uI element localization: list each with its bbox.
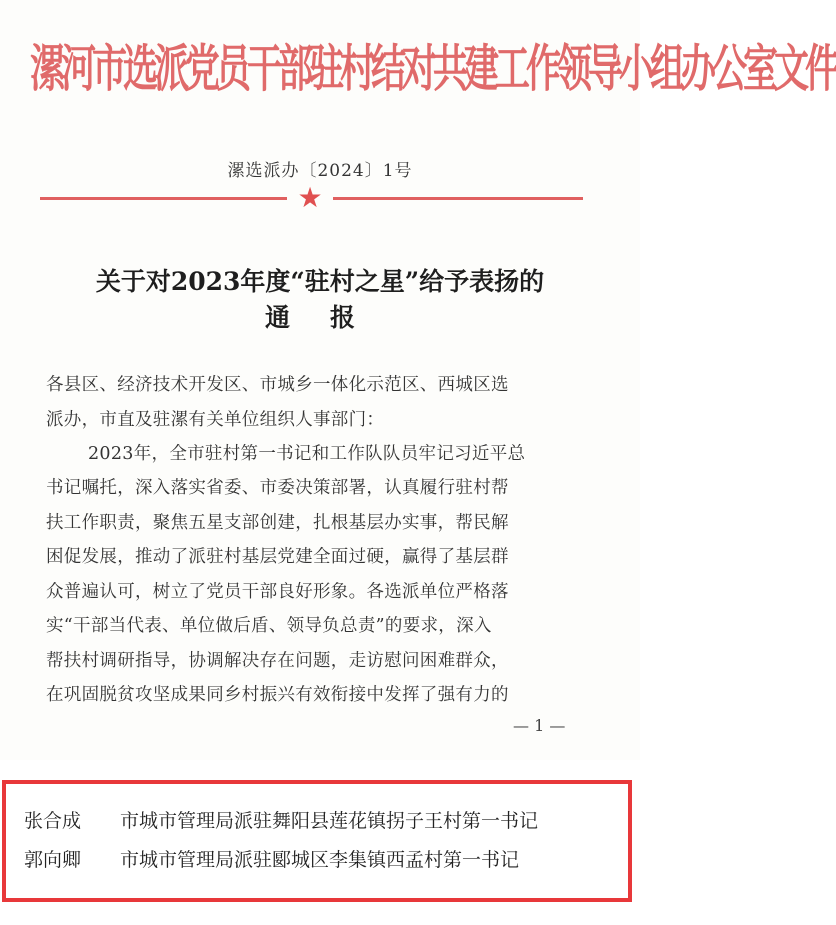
body-line: 帮扶村调研指导，协调解决存在问题，走访慰问困难群众， bbox=[46, 651, 509, 671]
star-icon: ★ bbox=[297, 181, 323, 214]
document-title-line2: 通报 bbox=[264, 303, 395, 332]
org-header-title: 漯河市选派党员干部驻村结对共建工作领导小组办公室文件 bbox=[30, 41, 836, 99]
list-item bbox=[24, 806, 538, 833]
person-position: 市城市管理局派驻郾城区李集镇西孟村第一书记 bbox=[120, 849, 520, 871]
person-name: 郭向卿 bbox=[24, 849, 82, 871]
body-line: 各县区、经济技术开发区、市城乡一体化示范区、西城区选 bbox=[46, 375, 509, 395]
document-title-line1: 关于对2023年度“驻村之星”给予表扬的 bbox=[95, 267, 545, 296]
highlight-box bbox=[2, 780, 632, 902]
body-line: 派办，市直及驻漯有关单位组织人事部门： bbox=[46, 410, 385, 430]
body-line: 在巩固脱贫攻坚成果同乡村振兴有效衔接中发挥了强有力的 bbox=[46, 685, 509, 705]
header-rule-left bbox=[40, 197, 287, 200]
list-item bbox=[24, 845, 519, 872]
page-number: — 1 — bbox=[513, 716, 566, 735]
person-name: 张合成 bbox=[24, 810, 82, 832]
body-line: 扶工作职责，聚焦五星支部创建，扎根基层办实事，帮民解 bbox=[46, 513, 509, 533]
body-line: 2023年，全市驻村第一书记和工作队队员牢记习近平总 bbox=[88, 444, 526, 464]
body-line: 实“干部当代表、单位做后盾、领导负总责”的要求，深入 bbox=[46, 616, 492, 636]
document-number: 漯选派办〔2024〕1号 bbox=[227, 161, 413, 181]
header-rule-right bbox=[333, 197, 583, 200]
body-line: 书记嘱托，深入落实省委、市委决策部署，认真履行驻村帮 bbox=[46, 478, 509, 498]
body-line: 众普遍认可，树立了党员干部良好形象。各选派单位严格落 bbox=[46, 582, 509, 602]
body-line: 困促发展，推动了派驻村基层党建全面过硬，赢得了基层群 bbox=[46, 547, 509, 567]
person-position: 市城市管理局派驻舞阳县莲花镇拐子王村第一书记 bbox=[120, 810, 539, 832]
